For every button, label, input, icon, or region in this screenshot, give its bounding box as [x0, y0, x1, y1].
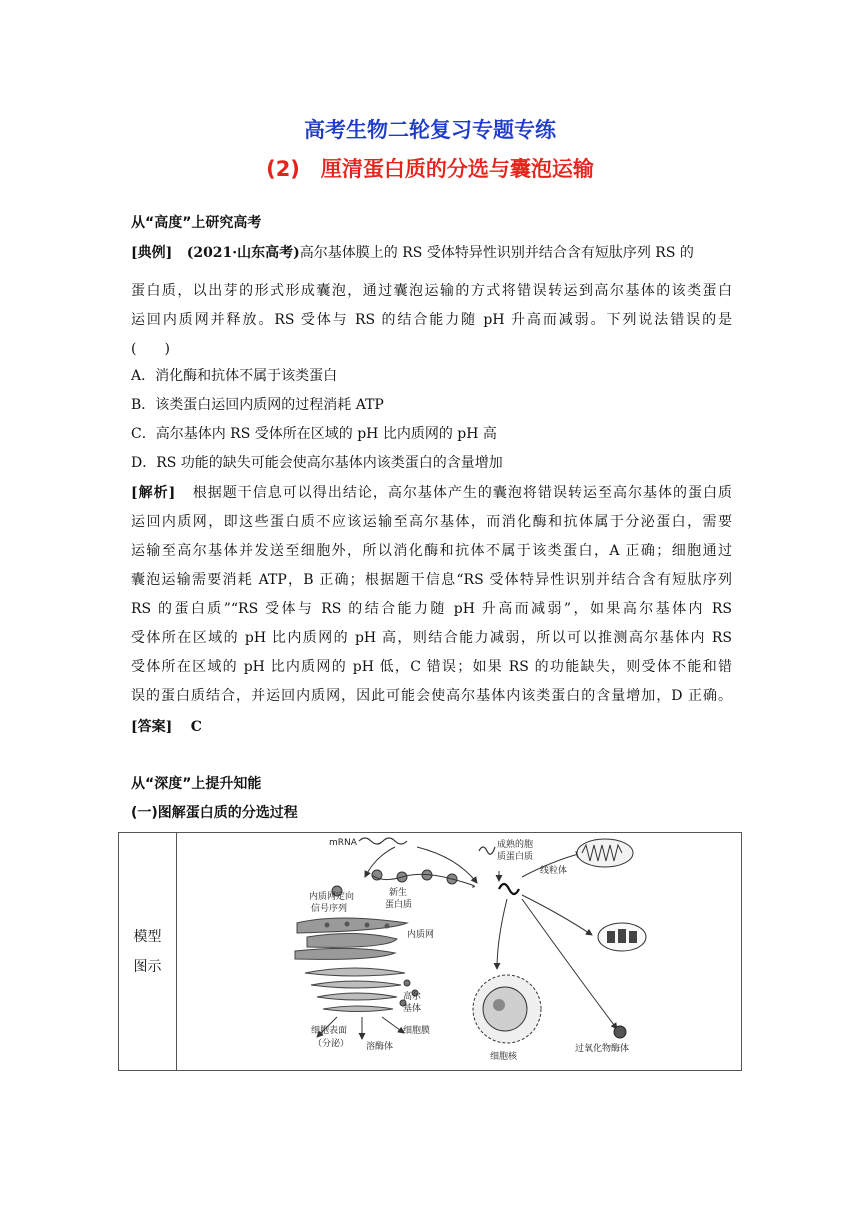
analysis-line-6: 受体所在区域的 pH 比内质网的 pH 高，则结合能力减弱，所以可以推测高尔基体内 RS — [131, 630, 732, 646]
label-nucleus: 细胞核 — [490, 1052, 518, 1062]
title-sub: (2) 厘清蛋白质的分选与囊泡运输 — [266, 157, 594, 181]
answer-value: C — [190, 719, 202, 735]
answer-tag: [答案] — [131, 719, 173, 735]
golgi-shape — [305, 968, 405, 1012]
label-peroxisome: 过氧化物酶体 — [575, 1044, 630, 1054]
peroxisome-shape — [614, 1026, 626, 1038]
example-tag: [典例] — [131, 245, 173, 261]
label-mature-1: 成熟的胞 — [497, 840, 534, 850]
chloroplast-shape — [598, 923, 646, 951]
example-line-1 — [131, 244, 694, 262]
model-figure-cell — [177, 833, 742, 1071]
option-d: D．RS 功能的缺失可能会使高尔基体内该类蛋白的含量增加 — [131, 455, 503, 471]
option-c: C．高尔基体内 RS 受体所在区域的 pH 比内质网的 pH 高 — [131, 426, 497, 442]
mrna-strand — [359, 838, 407, 844]
section-heading-1: 从“高度”上研究高考 — [131, 215, 262, 231]
label-er: 内质网 — [407, 930, 435, 940]
label-golgi-1: 高尔 — [403, 992, 422, 1002]
label-golgi-2: 基体 — [403, 1004, 422, 1014]
label-membrane: 细胞膜 — [403, 1026, 431, 1036]
analysis-line-1 — [131, 484, 732, 502]
section-subheading: (一)图解蛋白质的分选过程 — [131, 805, 298, 821]
model-label-2: 图示 — [133, 958, 162, 975]
label-lysosome: 溶酶体 — [366, 1042, 394, 1052]
label-er-signal-1: 内质网定向 — [309, 892, 355, 902]
label-new-2: 蛋白质 — [385, 900, 413, 910]
example-line-2: 蛋白质，以出芽的形式形成囊泡，通过囊泡运输的方式将错误转运到高尔基体的该类蛋白 — [131, 283, 732, 299]
analysis-text-1: 根据题干信息可以得出结论，高尔基体产生的囊泡将错误转运至高尔基体的蛋白质 — [192, 485, 733, 501]
example-line-4: ( ) — [131, 341, 170, 357]
example-line-3: 运回内质网并释放。RS 受体与 RS 的结合能力随 pH 升高而减弱。下列说法错误的是 — [131, 312, 732, 328]
label-cell-surface-1: 细胞表面 — [311, 1026, 348, 1036]
answer-line — [131, 718, 202, 736]
nucleus-shape — [473, 975, 541, 1043]
mitochondrion-shape — [577, 839, 633, 867]
label-mitochondrion: 线粒体 — [540, 866, 568, 876]
label-mrna: mRNA — [329, 838, 357, 848]
model-label-cell — [119, 833, 177, 1071]
section-heading-2: 从“深度”上提升知能 — [131, 776, 262, 792]
analysis-line-8: 误的蛋白质结合，并运回内质网，因此可能会使高尔基体内该类蛋白的含量增加，D 正确。 — [131, 688, 732, 704]
analysis-line-2: 运回内质网，即这些蛋白质不应该运输至高尔基体，而消化酶和抗体属于分泌蛋白，需要 — [131, 514, 732, 530]
analysis-line-3: 运输至高尔基体并发送至细胞外，所以消化酶和抗体不属于该类蛋白，A 正确；细胞通过 — [131, 543, 732, 559]
label-mature-2: 质蛋白质 — [497, 852, 534, 862]
analysis-line-5: RS 的蛋白质”“RS 受体与 RS 的结合能力随 pH 升高而减弱”，如果高尔基体内 RS — [131, 601, 732, 617]
model-label-1: 模型 — [133, 928, 162, 945]
protein-sorting-diagram — [177, 833, 741, 1066]
example-source: (2021·山东高考) — [186, 245, 300, 261]
er-shape — [295, 918, 407, 959]
analysis-line-4: 囊泡运输需要消耗 ATP，B 正确；根据题干信息“RS 受体特异性识别并结合含有短肽序列 — [131, 572, 732, 588]
option-a: A．消化酶和抗体不属于该类蛋白 — [131, 368, 338, 384]
analysis-tag: [解析] — [131, 485, 176, 501]
model-table — [118, 832, 742, 1071]
cytosolic-protein — [499, 884, 519, 894]
title-main: 高考生物二轮复习专题专练 — [304, 118, 556, 142]
label-new-1: 新生 — [389, 888, 408, 898]
label-er-signal-2: 信号序列 — [311, 904, 348, 914]
analysis-line-7: 受体所在区域的 pH 比内质网的 pH 低，C 错误；如果 RS 的功能缺失，则受体不能和错 — [131, 659, 732, 675]
label-cell-surface-2: （分泌） — [313, 1039, 350, 1049]
example-line-1-text: 高尔基体膜上的 RS 受体特异性识别并结合含有短肽序列 RS 的 — [299, 245, 694, 261]
option-b: B．该类蛋白运回内质网的过程消耗 ATP — [131, 397, 384, 413]
